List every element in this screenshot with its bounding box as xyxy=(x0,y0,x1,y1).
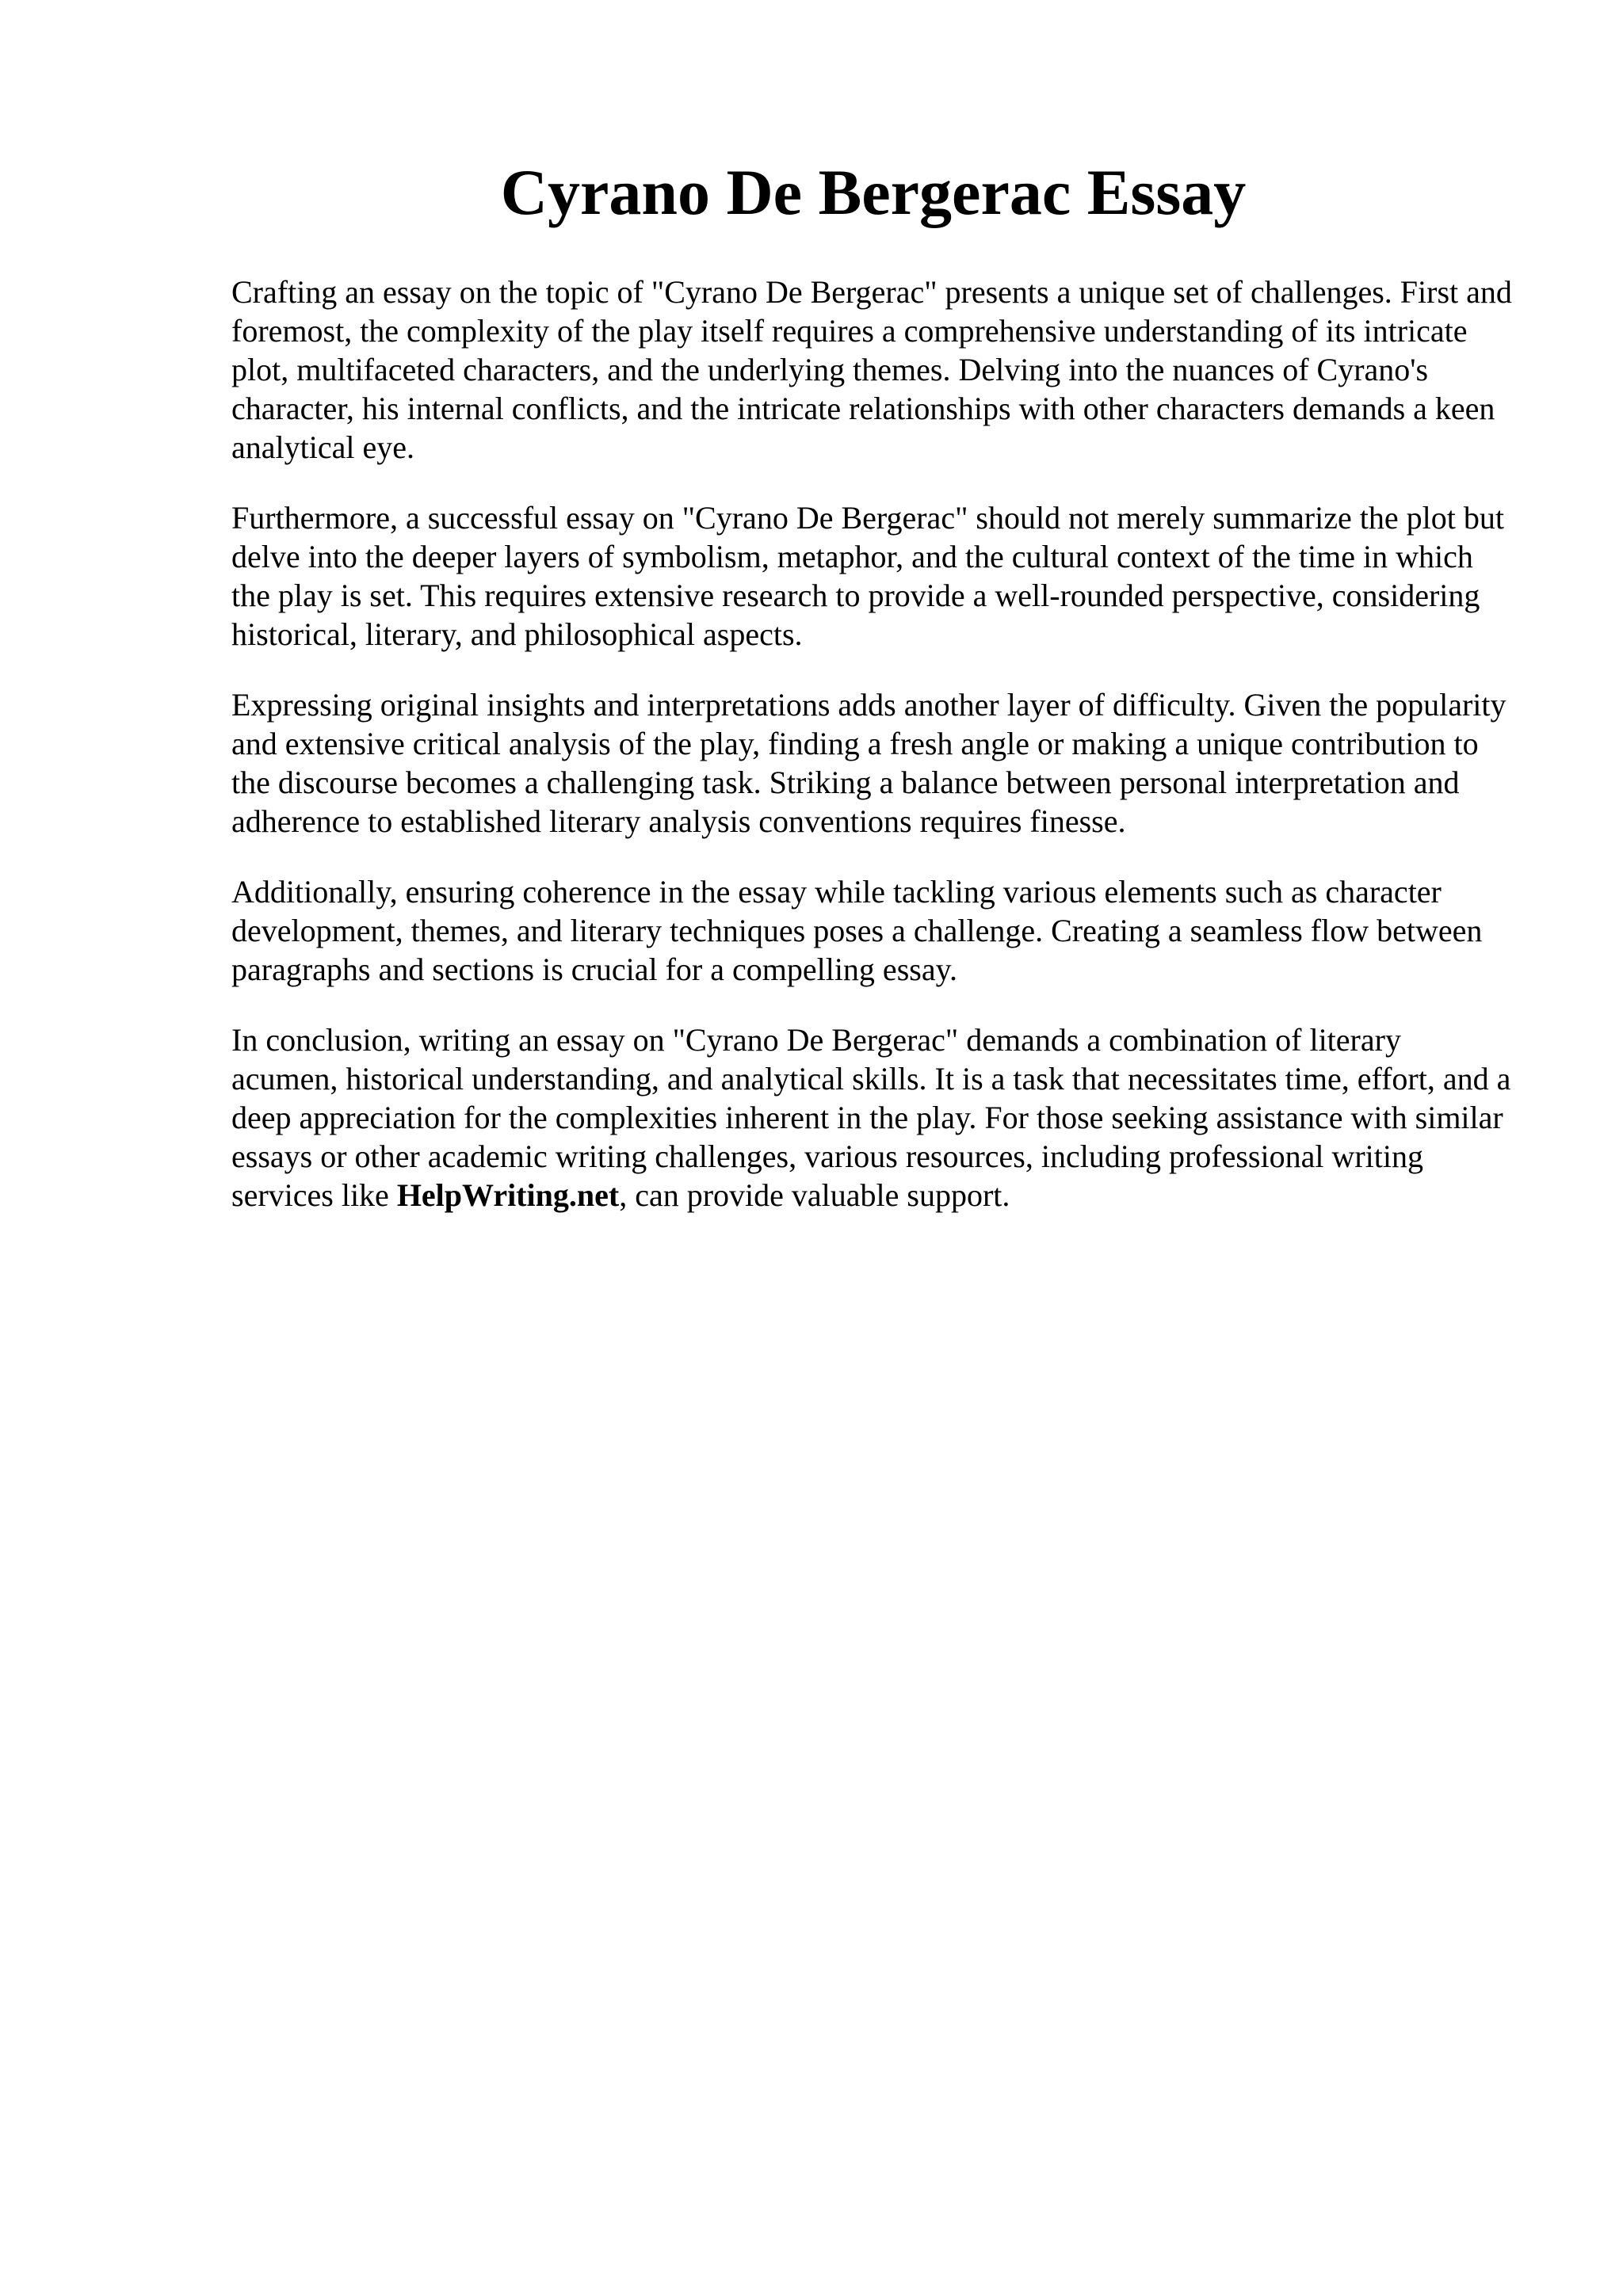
paragraph-coherence: Additionally, ensuring coherence in the essay while tackling various elements such as character development, themes, and literary techniques poses a challenge. Creating a seamless flow between paragraphs and sections is crucial for a compelling essay. xyxy=(231,874,1483,987)
paragraph-intro: Crafting an essay on the topic of "Cyrano De Bergerac" presents a unique set of challenges. First and foremost, the complexity of the play itself requires a comprehensive understanding of its intricate plot, multifaceted characters, and the underlying themes. Delving into the nuances of Cyrano's character, his internal conflicts, and the intricate relationships with other characters demands a keen analytical eye. xyxy=(231,274,1512,465)
paragraph-conclusion xyxy=(231,1020,1515,1215)
conclusion-text: In conclusion, writing an essay on "Cyrano De Bergerac" demands a combination of literary acumen, historical understanding, and analytical skills. It is a task that necessitates time, effort, and a deep appreciation for the complexities inherent in the play. For those seeking assistance with similar essays or other academic writing challenges, various resources, including professional writing services like xyxy=(231,1022,1511,1213)
brand-name: HelpWriting.net xyxy=(396,1177,620,1213)
document-title: Cyrano De Bergerac Essay xyxy=(500,156,1247,228)
document-body xyxy=(231,149,1515,1246)
paragraph-symbolism: Furthermore, a successful essay on "Cyrano De Bergerac" should not merely summarize the plot but delve into the deeper layers of symbolism, metaphor, and the cultural context of the time in which the play is set. This requires extensive research to provide a well-rounded perspective, considering historical, literary, and philosophical aspects. xyxy=(231,500,1504,652)
conclusion-end: , can provide valuable support. xyxy=(619,1177,1010,1213)
paragraph-insights: Expressing original insights and interpretations adds another layer of difficulty. Given the popularity and extensive critical analysis of the play, finding a fresh angle or making a unique contribution to the discourse becomes a challenging task. Striking a balance between personal interpretation and adherence to established literary analysis conventions requires finesse. xyxy=(231,687,1507,839)
